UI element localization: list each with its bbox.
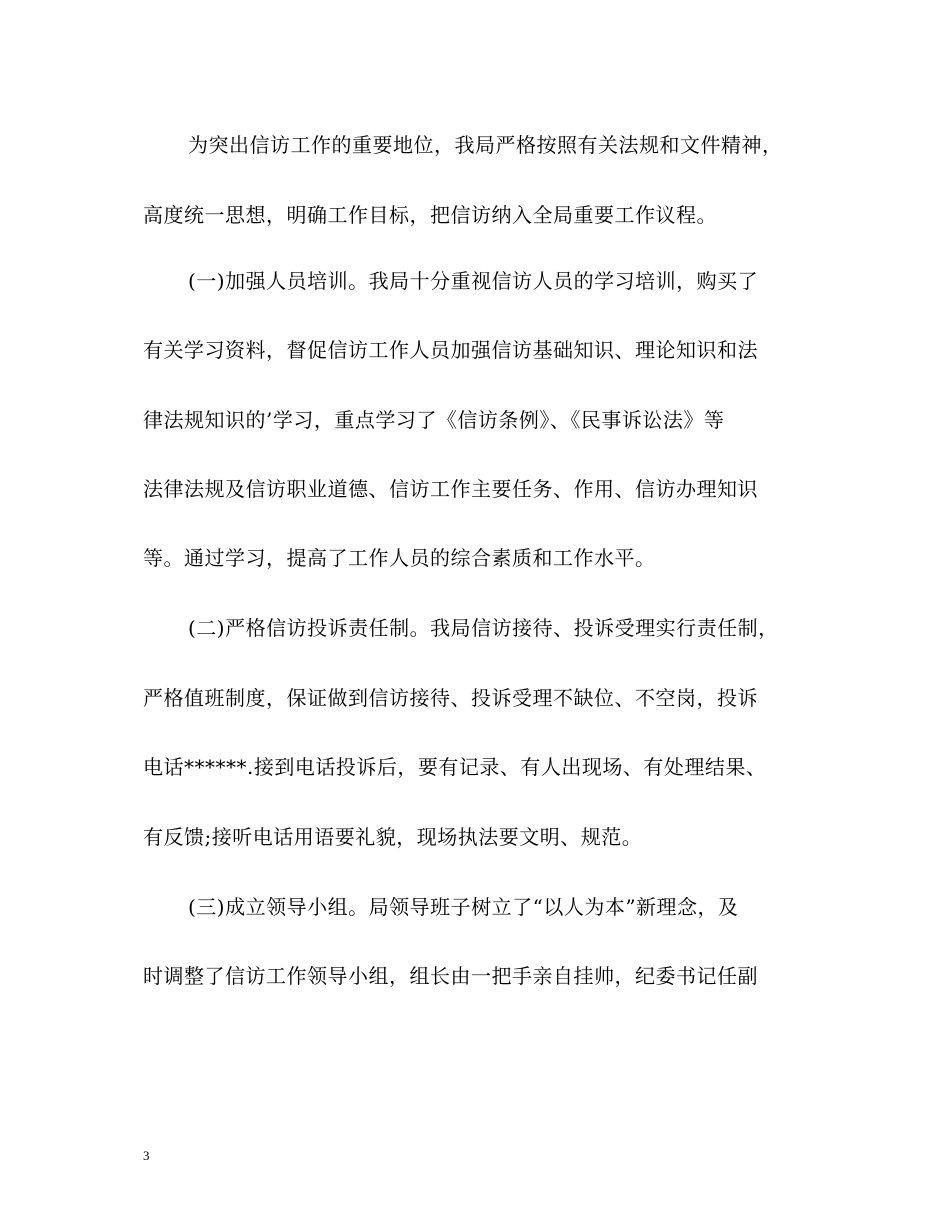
text-line-7: 等。通过学习，提高了工作人员的综合素质和工作水平。 [143, 546, 656, 570]
text-line-12: (三)成立领导小组。局领导班子树立了“以人为本”新理念，及 [188, 895, 739, 919]
text-line-3: (一)加强人员培训。我局十分重视信访人员的学习培训，购买了 [188, 269, 759, 293]
page-number: 3 [143, 1148, 150, 1163]
text-line-4: 有关学习资料，督促信访工作人员加强信访基础知识、理论知识和法 [143, 338, 758, 362]
text-line-1: 为突出信访工作的重要地位，我局严格按照有关法规和文件精神， [188, 133, 783, 157]
text-line-10: 电话******.接到电话投诉后，要有记录、有人出现场、有处理结果、 [143, 755, 767, 779]
text-line-8: (二)严格信访投诉责任制。我局信访接待、投诉受理实行责任制， [188, 616, 779, 640]
text-line-2: 高度统一思想，明确工作目标，把信访纳入全局重要工作议程。 [143, 203, 717, 227]
text-line-13: 时调整了信访工作领导小组，组长由一把手亲自挂帅，纪委书记任副 [143, 964, 758, 988]
text-line-9: 严格值班制度，保证做到信访接待、投诉受理不缺位、不空岗，投诉 [143, 686, 758, 710]
text-line-11: 有反馈;接听电话用语要礼貌，现场执法要文明、规范。 [143, 825, 643, 849]
text-line-6: 法律法规及信访职业道德、信访工作主要任务、作用、信访办理知识 [143, 477, 758, 501]
text-line-5: 律法规知识的’学习，重点学习了《信访条例》、《民事诉讼法》等 [143, 408, 725, 432]
